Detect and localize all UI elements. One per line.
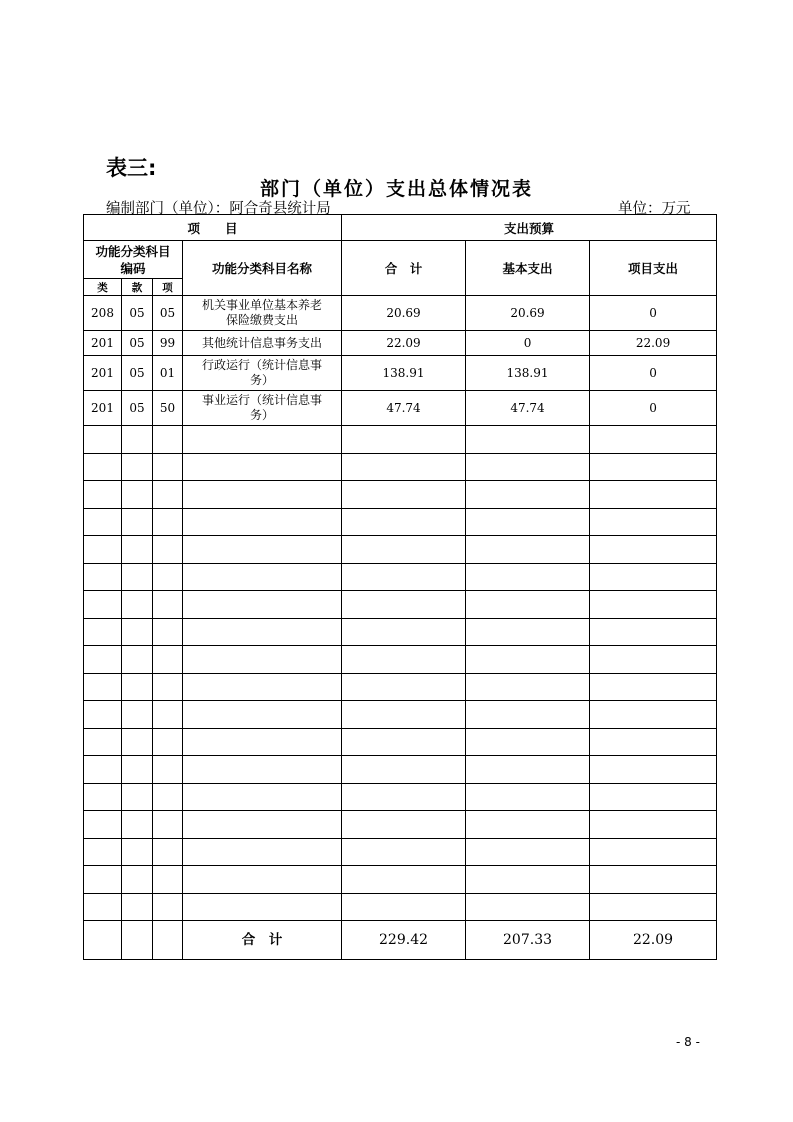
empty-cell [466,563,590,591]
total-empty-cell [153,921,183,960]
empty-cell [84,453,122,481]
empty-cell [466,453,590,481]
empty-cell [84,563,122,591]
empty-cell [466,756,590,784]
empty-cell [183,673,342,701]
empty-cell [122,536,153,564]
row-name: 其他统计信息事务支出 [183,331,342,356]
empty-row [84,673,717,701]
empty-cell [84,426,122,454]
empty-cell [122,866,153,894]
empty-cell [122,591,153,619]
empty-cell [342,536,466,564]
empty-cell [466,646,590,674]
empty-cell [590,893,717,921]
empty-cell [84,591,122,619]
total-project: 22.09 [590,921,717,960]
header-budget: 支出预算 [342,215,717,241]
empty-cell [84,728,122,756]
row-basic: 138.91 [466,356,590,391]
empty-cell [122,453,153,481]
empty-cell [122,811,153,839]
header-total: 合 计 [342,241,466,296]
empty-cell [84,536,122,564]
row-project: 0 [590,296,717,331]
total-basic: 207.33 [466,921,590,960]
row-total: 22.09 [342,331,466,356]
empty-row [84,838,717,866]
empty-cell [153,563,183,591]
empty-cell [122,893,153,921]
row-name: 事业运行（统计信息事务） [183,391,342,426]
row-basic: 20.69 [466,296,590,331]
row-xiang: 50 [153,391,183,426]
empty-cell [342,453,466,481]
empty-cell [466,893,590,921]
total-empty-cell [84,921,122,960]
empty-cell [122,728,153,756]
empty-cell [122,673,153,701]
empty-cell [183,701,342,729]
empty-cell [590,563,717,591]
empty-cell [466,618,590,646]
header-basic: 基本支出 [466,241,590,296]
expenditure-table [83,214,717,960]
header-class: 类 [84,279,122,296]
empty-row [84,563,717,591]
row-name: 机关事业单位基本养老保险缴费支出 [183,296,342,331]
empty-cell [590,838,717,866]
empty-row [84,536,717,564]
empty-cell [590,453,717,481]
empty-cell [153,866,183,894]
empty-cell [122,426,153,454]
empty-row [84,453,717,481]
empty-row [84,618,717,646]
empty-cell [342,481,466,509]
empty-cell [153,728,183,756]
empty-cell [84,481,122,509]
row-class: 208 [84,296,122,331]
empty-cell [183,426,342,454]
empty-cell [466,536,590,564]
empty-cell [466,866,590,894]
empty-cell [590,673,717,701]
empty-cell [84,893,122,921]
empty-cell [84,618,122,646]
empty-cell [342,838,466,866]
row-project: 0 [590,356,717,391]
empty-cell [84,811,122,839]
empty-cell [466,728,590,756]
empty-cell [153,701,183,729]
total-label: 合 计 [183,921,342,960]
table-row [84,296,717,331]
row-xiang: 99 [153,331,183,356]
empty-row [84,701,717,729]
row-kuan: 05 [122,296,153,331]
empty-cell [153,591,183,619]
row-total: 20.69 [342,296,466,331]
empty-cell [183,646,342,674]
empty-cell [153,838,183,866]
empty-cell [153,811,183,839]
empty-cell [122,756,153,784]
empty-row [84,756,717,784]
row-project: 0 [590,391,717,426]
empty-cell [122,701,153,729]
unit-label: 单位：万元 [618,201,691,217]
total-sum: 229.42 [342,921,466,960]
empty-cell [590,591,717,619]
empty-cell [183,838,342,866]
empty-cell [183,563,342,591]
table-row [84,356,717,391]
empty-cell [183,536,342,564]
row-xiang: 05 [153,296,183,331]
empty-cell [84,508,122,536]
empty-cell [590,508,717,536]
empty-cell [183,591,342,619]
row-kuan: 05 [122,391,153,426]
empty-cell [122,508,153,536]
total-empty-cell [122,921,153,960]
empty-row [84,893,717,921]
empty-cell [342,673,466,701]
empty-cell [84,673,122,701]
empty-cell [590,481,717,509]
empty-cell [153,481,183,509]
table-row [84,391,717,426]
empty-cell [153,426,183,454]
header-kuan: 款 [122,279,153,296]
header-xiang: 项 [153,279,183,296]
department-label: 编制部门（单位）：阿合奇县统计局 [106,201,331,217]
empty-row [84,591,717,619]
page-number: - 8 - [676,1035,700,1049]
empty-row [84,426,717,454]
row-class: 201 [84,356,122,391]
empty-cell [342,756,466,784]
empty-cell [122,481,153,509]
empty-cell [153,508,183,536]
empty-cell [153,618,183,646]
empty-cell [183,508,342,536]
header-item: 项 目 [84,215,342,241]
empty-cell [342,893,466,921]
header-project: 项目支出 [590,241,717,296]
empty-cell [153,756,183,784]
empty-cell [122,838,153,866]
row-xiang: 01 [153,356,183,391]
empty-cell [122,618,153,646]
row-basic: 0 [466,331,590,356]
empty-cell [84,756,122,784]
empty-cell [153,536,183,564]
empty-cell [84,838,122,866]
empty-cell [122,563,153,591]
header-name: 功能分类科目名称 [183,241,342,296]
row-total: 47.74 [342,391,466,426]
empty-cell [590,536,717,564]
empty-cell [590,701,717,729]
empty-cell [183,811,342,839]
empty-cell [590,783,717,811]
empty-cell [183,453,342,481]
empty-cell [183,893,342,921]
empty-cell [342,866,466,894]
empty-cell [342,783,466,811]
empty-cell [590,618,717,646]
empty-row [84,646,717,674]
empty-cell [84,646,122,674]
empty-cell [84,783,122,811]
empty-cell [84,866,122,894]
row-kuan: 05 [122,331,153,356]
empty-cell [590,866,717,894]
empty-cell [183,866,342,894]
empty-cell [342,508,466,536]
empty-cell [183,728,342,756]
empty-cell [590,756,717,784]
empty-cell [122,646,153,674]
empty-cell [153,893,183,921]
empty-row [84,783,717,811]
empty-row [84,866,717,894]
empty-cell [84,701,122,729]
empty-cell [153,673,183,701]
empty-cell [342,591,466,619]
row-project: 22.09 [590,331,717,356]
header-code-group: 功能分类科目编码 [84,241,183,279]
empty-cell [590,646,717,674]
empty-row [84,481,717,509]
empty-cell [153,783,183,811]
empty-cell [466,508,590,536]
empty-cell [466,838,590,866]
empty-row [84,728,717,756]
row-class: 201 [84,391,122,426]
total-row [84,921,717,960]
empty-cell [153,453,183,481]
row-name: 行政运行（统计信息事务） [183,356,342,391]
empty-cell [466,783,590,811]
empty-cell [590,426,717,454]
table-row [84,331,717,356]
empty-cell [183,618,342,646]
empty-row [84,508,717,536]
empty-cell [466,481,590,509]
empty-cell [183,756,342,784]
table-number-label: 表三: [106,156,157,180]
empty-cell [466,426,590,454]
empty-cell [466,591,590,619]
empty-cell [342,728,466,756]
row-kuan: 05 [122,356,153,391]
empty-cell [342,618,466,646]
empty-cell [342,811,466,839]
empty-cell [183,481,342,509]
row-basic: 47.74 [466,391,590,426]
empty-cell [342,426,466,454]
document-title: 部门（单位）支出总体情况表 [259,178,533,200]
empty-cell [466,701,590,729]
empty-cell [590,728,717,756]
empty-cell [183,783,342,811]
row-class: 201 [84,331,122,356]
empty-cell [466,673,590,701]
empty-cell [590,811,717,839]
empty-cell [342,646,466,674]
empty-row [84,811,717,839]
empty-cell [122,783,153,811]
empty-cell [153,646,183,674]
row-total: 138.91 [342,356,466,391]
empty-cell [342,701,466,729]
empty-cell [466,811,590,839]
empty-cell [342,563,466,591]
